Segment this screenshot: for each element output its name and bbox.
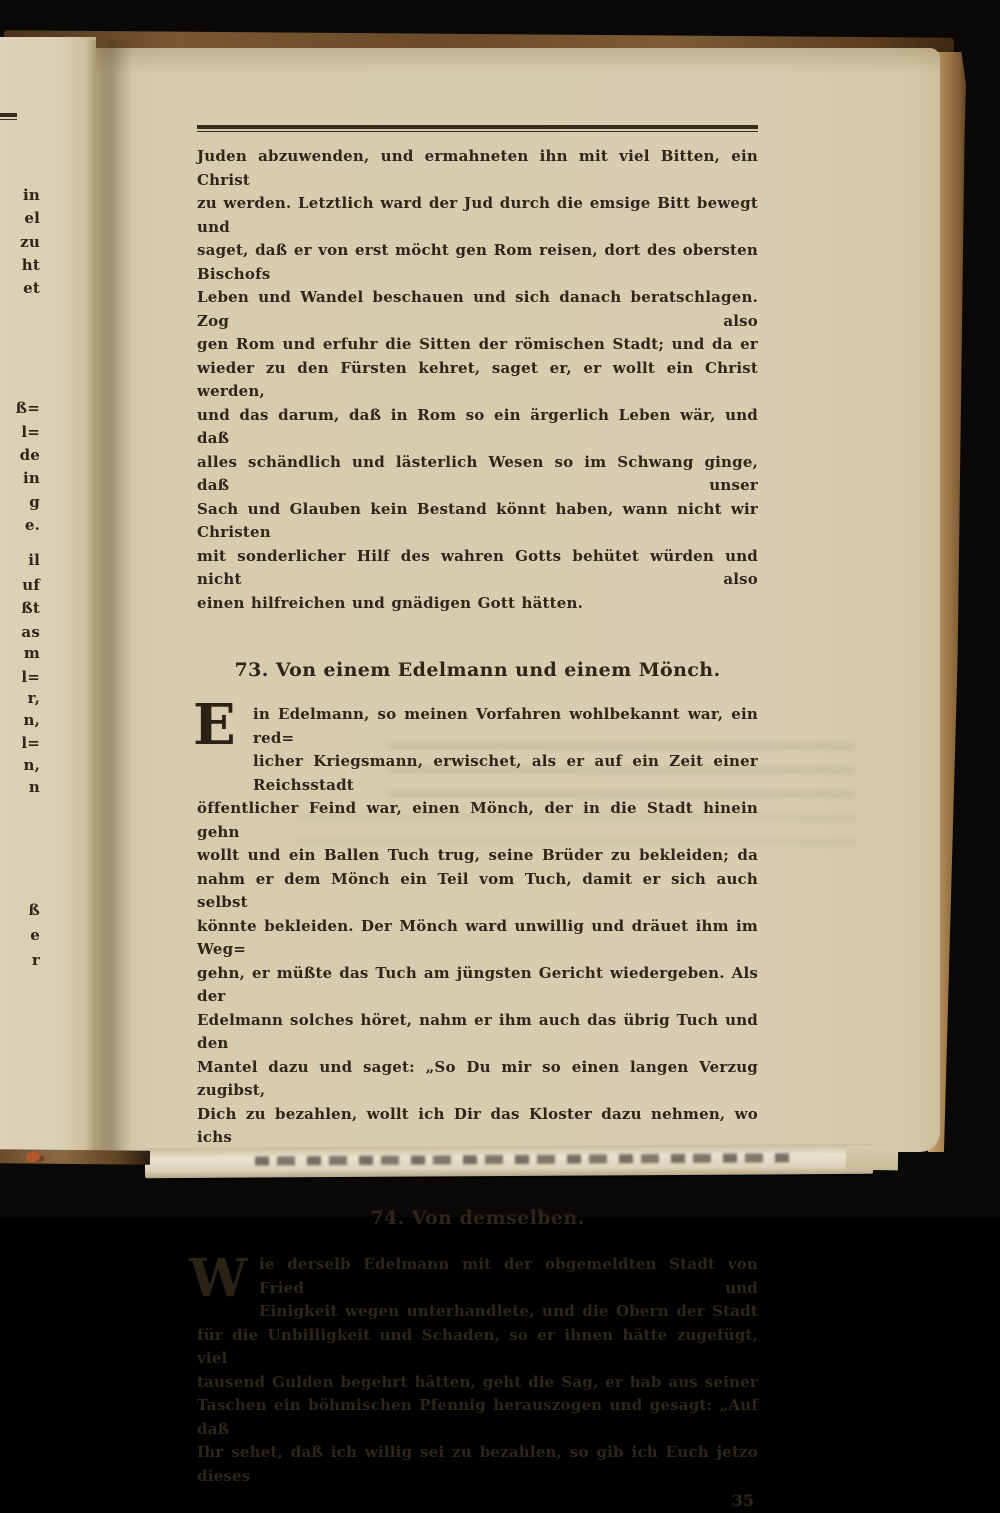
text-line: Dich zu bezahlen, wollt ich Dir das Kloster dazu nehmen, wo ichs (197, 1104, 758, 1146)
edge-word-fragment: et (23, 279, 40, 297)
page-number: 35 (731, 1491, 754, 1510)
edge-word-fragment: as (21, 623, 40, 641)
text-line: könnte bekleiden. Der Mönch ward unwillig und dräuet ihm im Weg= (197, 916, 758, 958)
dropcap-initial: W (189, 1248, 248, 1309)
edge-word-fragment: uf (22, 576, 40, 594)
edge-word-fragment: l= (21, 668, 40, 686)
text-line: licher Kriegsmann, erwischet, als er auf ein Zeit einer Reichsstadt (253, 752, 758, 794)
edge-word-fragment: n, (23, 756, 40, 774)
text-line: ie derselb Edelmann mit der obgemeldten Stadt von Fried und (259, 1255, 758, 1297)
edge-word-fragment: ht (21, 256, 40, 274)
edge-word-fragment: n, (23, 711, 40, 729)
story-73-heading: 73. Von einem Edelmann und einem Mönch. (234, 659, 721, 681)
text-line: in Edelmann, so meinen Vorfahren wohlbekannt war, ein red= (253, 705, 758, 747)
edge-word-fragment: el (24, 209, 40, 227)
edge-word-fragment: in (22, 186, 40, 204)
edge-word-fragment: l= (21, 423, 40, 441)
text-line: saget, daß er von erst möcht gen Rom reisen, dort des obersten Bischofs (197, 241, 758, 283)
text-line: alles schändlich und lästerlich Wesen so im Schwang ginge, daß unser (197, 452, 758, 494)
text-line: tausend Gulden begehrt hätten, geht die Sag, er hab aus seiner (197, 1372, 758, 1391)
story-73-lines (197, 703, 758, 1173)
left-page-header-rule (0, 113, 17, 117)
text-line: einen hilfreichen und gnädigen Gott hätten. (197, 593, 584, 612)
text-line: mit sonderlicher Hilf des wahren Gotts behütet würden und nicht also (197, 546, 758, 588)
edge-word-fragment: ßt (21, 599, 40, 617)
header-rule (197, 125, 758, 129)
page-slip-notch (846, 1146, 898, 1171)
story-74-heading: 74. Von demselben. (370, 1207, 585, 1229)
text-line: Mantel dazu und saget: „So Du mir so einen langen Verzug zugibst, (197, 1057, 758, 1099)
text-line: gen Rom und erfuhr die Sitten der römischen Stadt; und da er (197, 335, 758, 353)
edge-word-fragment: zu (20, 233, 40, 251)
edge-word-fragment: m (23, 644, 40, 662)
edge-word-fragment: in (22, 469, 40, 487)
blurred-text-smudge (255, 1153, 795, 1165)
edge-word-fragment: r (31, 951, 40, 969)
edge-word-fragment: n (28, 778, 40, 796)
text-line: Edelmann solches höret, nahm er ihm auch das übrig Tuch und den (197, 1010, 758, 1052)
text-line: wieder zu den Fürsten kehret, saget er, er wollt ein Christ werden, (197, 358, 758, 400)
text-line: für die Unbilligkeit und Schaden, so er ihnen hätte zugefügt, viel (197, 1325, 758, 1367)
text-line: öffentlicher Feind war, einen Mönch, der in die Stadt hinein gehn (197, 799, 758, 841)
text-line: Taschen ein böhmischen Pfennig herauszogen und gesagt: „Auf daß (197, 1396, 758, 1438)
text-line: Sach und Glauben kein Bestand könnt haben, wann nicht wir Christen (197, 499, 758, 541)
edge-word-fragment: l= (21, 734, 40, 752)
story-74-paragraph (189, 1248, 758, 1488)
story-74-lines (197, 1253, 758, 1488)
edge-word-fragment: de (19, 446, 40, 464)
text-line: Einigkeit wegen unterhandlete, und die Obern der Stadt (259, 1302, 758, 1320)
paragraph-continuation (197, 145, 758, 615)
text-line: und das darum, daß in Rom so ein ärgerlich Leben wär, und daß (197, 405, 758, 447)
gutter-shadow (86, 40, 132, 1152)
text-line: gehn, er müßte das Tuch am jüngsten Gericht wiedergeben. Als der (197, 963, 758, 1005)
edge-word-fragment: il (28, 551, 40, 569)
dropcap-initial: E (193, 692, 236, 758)
text-line: zu werden. Letztlich ward der Jud durch die emsige Bitt bewegt und (197, 194, 758, 236)
story-73-paragraph (193, 692, 758, 1173)
text-column (189, 48, 758, 1513)
protruding-page-slip (145, 1144, 873, 1178)
edge-word-fragment: ß (28, 901, 40, 919)
edge-word-fragment: r, (27, 689, 40, 707)
left-page-sliver (0, 37, 96, 1152)
edge-word-fragment: ß= (15, 399, 40, 417)
left-bottom-page-edge (0, 1149, 150, 1165)
text-line: Ihr sehet, daß ich willig sei zu bezahlen, so gib ich Euch jetzo dieses (197, 1443, 758, 1485)
edge-word-fragment: e. (24, 516, 40, 534)
text-line: wollt und ein Ballen Tuch trug, seine Brüder zu bekleiden; da (197, 846, 758, 864)
main-page (96, 48, 940, 1510)
text-line: Juden abzuwenden, und ermahneten ihn mit viel Bitten, ein Christ (197, 147, 758, 189)
edge-word-fragment: g (29, 493, 40, 511)
text-line: nahm er dem Mönch ein Teil vom Tuch, damit er sich auch selbst (197, 869, 758, 911)
text-line: Leben und Wandel beschauen und sich danach beratschlagen. Zog also (197, 288, 758, 330)
edge-word-fragment: e (30, 926, 40, 944)
